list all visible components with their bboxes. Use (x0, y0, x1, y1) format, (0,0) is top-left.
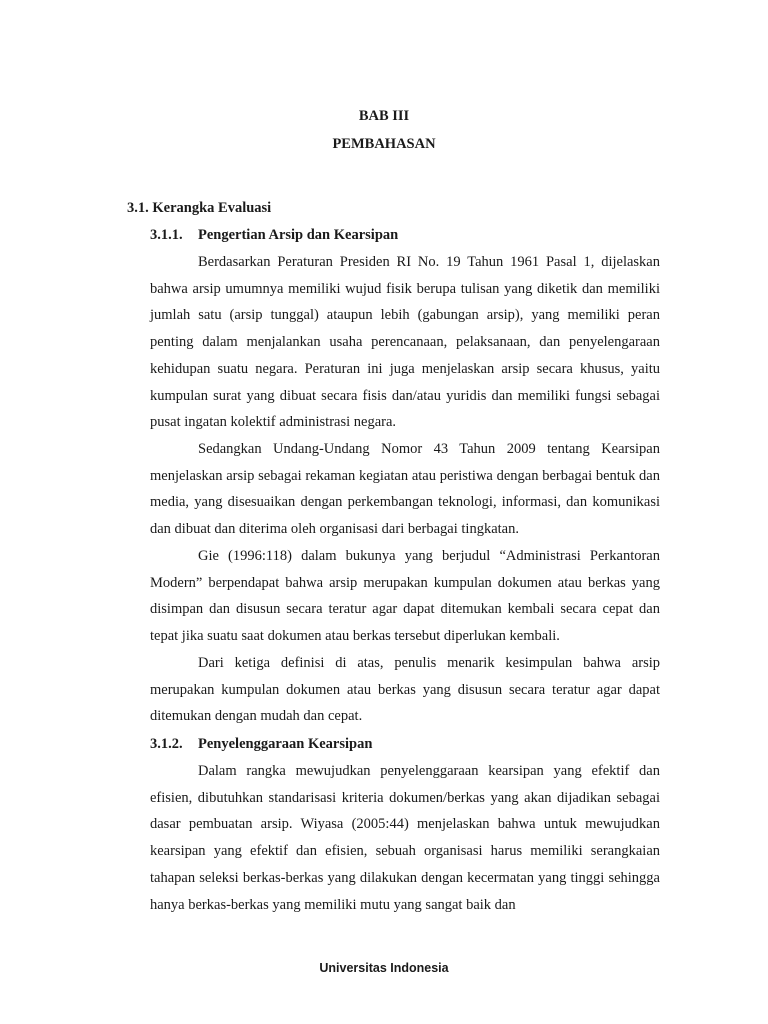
subsection-number: 3.1.2. (150, 736, 183, 752)
paragraph: Berdasarkan Peraturan Presiden RI No. 19 Tahun 1961 Pasal 1, dijelaskan bahwa arsip umumnya memiliki wujud fisik berupa tulisan yang diketik dan memiliki jumlah satu (arsip tunggal) ataupun lebih (gabungan arsip), yang memiliki peran penting dalam menjalankan usaha perencanaan, pelaksanaan, dan penyelengaraan kehidupan suatu negara. Peraturan ini juga menjelaskan arsip secara khusus, yaitu kumpulan surat yang dibuat secara fisis dan/atau yuridis dan memiliki fungsi sebagai pusat ingatan kolektif administrasi negara. (150, 254, 660, 431)
subsection-number: 3.1.1. (150, 227, 183, 243)
page-footer: Universitas Indonesia (319, 961, 449, 975)
paragraph: Dalam rangka mewujudkan penyelenggaraan kearsipan yang efektif dan efisien, dibutuhkan standarisasi kriteria dokumen/berkas yang akan dijadikan sebagai dasar pembuatan arsip. Wiyasa (2005:44) menjelaskan bahwa untuk mewujudkan kearsipan yang efektif dan efisien, sebuah organisasi harus memiliki serangkaian tahapan seleksi berkas-berkas yang dilakukan dengan kecermatan yang tinggi sehingga hanya berkas-berkas yang memiliki mutu yang sangat baik dan (150, 763, 660, 913)
paragraph: Dari ketiga definisi di atas, penulis menarik kesimpulan bahwa arsip merupakan kumpulan dokumen atau berkas yang disusun secara teratur agar dapat ditemukan dengan mudah dan cepat. (150, 655, 660, 725)
section-number: 3.1. (127, 200, 149, 216)
chapter-number: BAB III (358, 108, 410, 124)
subsection-title: Penyelenggaraan Kearsipan (198, 736, 373, 752)
subsection-title: Pengertian Arsip dan Kearsipan (198, 227, 399, 243)
paragraph: Sedangkan Undang-Undang Nomor 43 Tahun 2009 tentang Kearsipan menjelaskan arsip sebagai rekaman kegiatan atau peristiwa dengan berbagai bentuk dan media, yang disesuaikan dengan perkembangan teknologi, informasi, dan komunikasi dan dibuat dan diterima oleh organisasi dari berbagai tingkatan. (150, 441, 660, 538)
chapter-title: PEMBAHASAN (332, 136, 436, 152)
paragraph: Gie (1996:118) dalam bukunya yang berjudul “Administrasi Perkantoran Modern” berpendapat bahwa arsip merupakan kumpulan dokumen atau berkas yang disimpan dan disusun secara teratur agar dapat ditemukan kembali secara cepat dan tepat jika suatu saat dokumen atau berkas tersebut diperlukan kembali. (150, 548, 660, 645)
section-title: Kerangka Evaluasi (152, 200, 272, 216)
